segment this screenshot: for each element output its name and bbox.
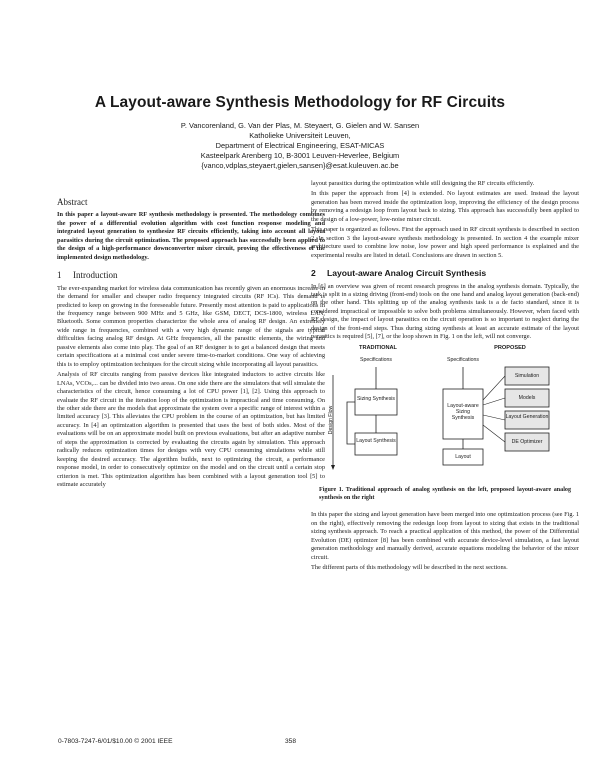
intro-paragraph-2: Analysis of RF circuits ranging from passive devices like integrated inductors to active circuits like LNAs, VCOs,... can be divided into two areas. On one side there are the simulators that will simulate the characteristics of the circuit, hence consuming a lot of CPU power [1], [2]. Using this approach to evaluate the RF circuit in the iteration loop of the optimization is impractical and time consuming. On the other side there are the models that approximate the system over a specific range of interest within a limited accuracy [3]. This alleviates the CPU problem in the course of an optimization, but has limited accuracy. In [4] an optimization algorithm is presented that uses the best of both sides. Most of the evaluations will be on an approximate model built on previous evaluations, but after an adaptive number of steps the approximation is corrected by evaluating the circuits again by simulation. This approach radically reduces optimization times for designs with very CPU consuming simulations while still keeping the desired accuracy. The algorithm builds, next to optimizing the circuit, a performance response model, in order to consecutively optimize on the model and on the circuit until a certain stop criterion is met. This optimization algorithm has been combined with a layout generation tool [5] to estimate accurately (57, 371, 325, 489)
right-paragraph-2: In this paper the approach from [4] is extended. No layout estimates are used. Instead the layout generation has been moved inside the optimization loop, improving the efficiency of the design process by removing a redesign loop from layout back to sizing. This approach has successfully been applied to the design of a low-power, low-noise mixer circuit. (311, 190, 579, 223)
intro-paragraph-1: The ever-expanding market for wireless data communication has recently given an enormous increase in the demand for smaller and cheaper radio frequency integrated circuits (RF ICs). This demand is predicted to keep on growing in the foreseeable future. Presently most attention is paid to applications in the frequency range between 900 MHz and 5 GHz, like GSM, DECT, DCS-1800, wireless LAN, Bluetooth. Some common properties characterize the whole area of analog RF design. An extremely wide range in frequencies, combined with a very high dynamic range of the signals are typical difficulties facing analog RF design. At GHz frequencies, all the parasitic elements, the wiring and passive elements also come into play. The goal of an RF designer is to get a balanced design that meets certain specifications at a minimal cost under severe time-to-market conditions. One way of achieving this is to employ optimization techniques for the circuit sizing while incorporating all layout parasitics. (57, 284, 325, 368)
label-traditional: TRADITIONAL (359, 344, 397, 351)
affiliation: Katholieke Universiteit Leuven, (249, 131, 351, 140)
item-de-optimizer: DE Optimizer (511, 438, 543, 445)
paper-title: A Layout-aware Synthesis Methodology for RF Circuits (94, 94, 506, 111)
sizing-synthesis-box (355, 389, 397, 415)
figure-1-caption: Figure 1. Traditional approach of analog synthesis on the left, proposed layout-aware analog synthesis on the right (319, 486, 571, 501)
item-simulation: Simulation (514, 372, 540, 379)
footer-page-number: 358 (285, 738, 297, 745)
intro-number: 1 (57, 270, 62, 281)
redesign-loop (347, 402, 355, 444)
section2-title: Layout-aware Analog Circuit Synthesis (327, 268, 487, 279)
author-list: P. Vancorenland, G. Van der Plas, M. Steyaert, G. Gielen and W. Sansen (180, 121, 420, 130)
spec-left: Specifications (359, 356, 392, 363)
layout-right-label: Layout (455, 453, 471, 460)
footer-isbn: 0-7803-7247-6/01/$10.00 © 2001 IEEE (58, 738, 173, 745)
email: {vanco,vdplas,steyaert,gielen,sansen}@esat.kuleuven.ac.be (201, 161, 399, 170)
figure-1 (325, 345, 557, 483)
section2-paragraph: In [6] an overview was given of recent research progress in the analog synthesis domain. Typically, the task is split in a sizing driving (front-end) tools on the one hand and analog layout generation (back-end) on the other hand. This splitting up of the analog synthesis task is a de facto standard, since it is considered impractical or impossible to solve both problems simultaneously. However, when faced with RF design, the impact of layout parasitics on the circuit operation is so important to neglect during the design of the front-end steps. Thus during sizing synthesis at least an accurate estimate of the layout parasitics is required [5], [7], or the loop shown in Fig. 1 on the left, will not converge. (311, 282, 579, 341)
abstract-heading: Abstract (57, 197, 88, 207)
address: Kasteelpark Arenberg 10, B-3001 Leuven-Heverlee, Belgium (200, 151, 400, 160)
intro-title: Introduction (73, 270, 118, 281)
spec-right: Specifications (446, 356, 479, 363)
link-layout-generation (483, 415, 505, 420)
link-models (483, 398, 505, 405)
right-paragraph-1: layout parasitics during the optimization while still designing the RF circuits efficiently. (311, 180, 535, 187)
section2-heading (311, 269, 579, 277)
section2-number: 2 (311, 268, 316, 279)
link-de-optimizer (483, 425, 505, 442)
right-column (311, 180, 579, 574)
layout-aware-sizing-label: Layout-aware Sizing Synthesis (447, 402, 479, 421)
item-models: Models (518, 394, 536, 401)
sizing-synthesis-label: Sizing Synthesis (356, 395, 396, 402)
left-column (57, 190, 325, 492)
link-simulation (483, 376, 505, 400)
label-proposed: PROPOSED (494, 344, 526, 351)
right-paragraph-3: This paper is organized as follows. First the approach used in RF circuit synthesis is described in section 2. In section 3 the layout-aware synthesis methodology is presented. In section 4 the example mixer architecture used to combine low noise, low power and high speed performance is explained and the experimental results are listed in detail. Conclusions are drawn in section 5. (311, 226, 579, 259)
design-flow-arrowhead (331, 465, 335, 470)
right-paragraph-5: In this paper the sizing and layout generation have been merged into one optimization process (see Fig. 1 on the right), effectively removing the redesign loop from layout to sizing that exists in the traditional sizing synthesis approach. To reach a practical application of this method, the power of the Differential Evolution (DE) optimizer [8] has been combined with accurate device-level simulation, a fast layout generation methodology and manually derived, accurate equations modeling the behavior of the mixer circuit. (311, 511, 579, 561)
right-paragraph-6: The different parts of this methodology will be described in the next sections. (311, 564, 508, 572)
abstract-text: In this paper a layout-aware RF synthesis methodology is presented. The methodology combines the power of a differential evolution algorithm with cost function response modeling and integrated layout generation to synthesize RF circuits efficiently, taking into account all layout parasitics during the circuit optimization. The proposed approach has successfully been applied to the design of a high-performance downconverter mixer circuit, proving the effectiveness of the implemented design methodology. (57, 211, 325, 261)
design-flow-label: Design Flow (328, 405, 334, 434)
item-layout-generation: Layout Generation (505, 413, 549, 420)
intro-heading (57, 268, 325, 281)
department: Department of Electrical Engineering, ESAT-MICAS (215, 141, 385, 150)
layout-synthesis-box (355, 433, 397, 455)
layout-synthesis-label: Layout Synthesis (356, 437, 396, 444)
